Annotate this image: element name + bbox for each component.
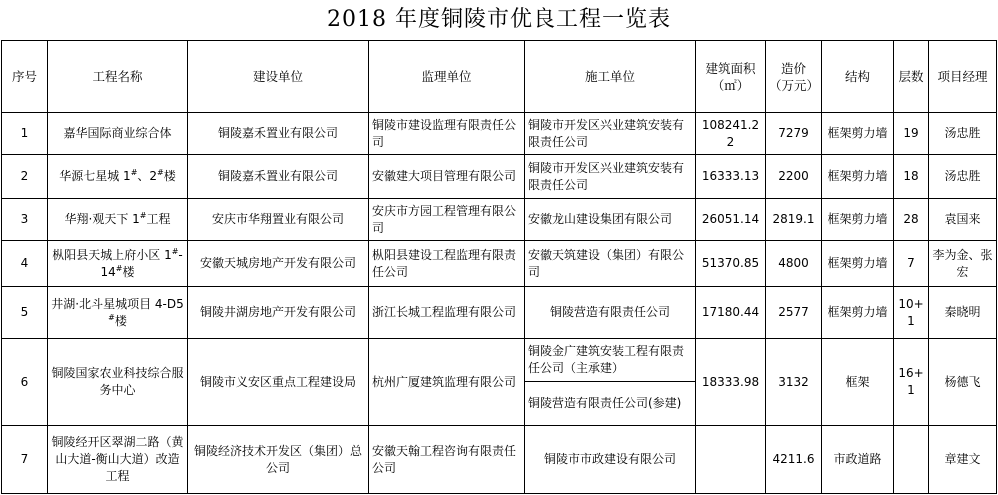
cell-no: 1 <box>2 113 48 155</box>
table-row <box>2 426 997 494</box>
cell-builder: 安徽天城房地产开发有限公司 <box>188 241 369 287</box>
cell-name: 华翔·观天下 1#工程 <box>48 199 188 241</box>
cell-builder: 铜陵嘉禾置业有限公司 <box>188 155 369 199</box>
cell-supervisor: 安徽天翰工程咨询有限责任公司 <box>369 426 525 494</box>
cell-name: 华源七星城 1#、2#楼 <box>48 155 188 199</box>
header-contractor: 施工单位 <box>525 41 696 113</box>
cell-area <box>696 426 766 494</box>
cell-manager: 秦晓明 <box>929 287 997 339</box>
table-row <box>2 287 997 339</box>
cell-builder: 安庆市华翔置业有限公司 <box>188 199 369 241</box>
cell-area: 16333.13 <box>696 155 766 199</box>
cell-supervisor: 枞阳县建设工程监理有限责任公司 <box>369 241 525 287</box>
table-row <box>2 241 997 287</box>
cell-floors: 7 <box>894 241 929 287</box>
cell-structure: 框架剪力墙 <box>822 155 894 199</box>
cell-name: 井湖·北斗星城项目 4-D5#楼 <box>48 287 188 339</box>
cell-cost: 4211.6 <box>766 426 822 494</box>
cell-no: 2 <box>2 155 48 199</box>
cell-cost: 2200 <box>766 155 822 199</box>
table-row <box>2 113 997 155</box>
header-floors: 层数 <box>894 41 929 113</box>
cell-structure: 市政道路 <box>822 426 894 494</box>
cell-cost: 4800 <box>766 241 822 287</box>
cell-area: 17180.44 <box>696 287 766 339</box>
header-area: 建筑面积（㎡） <box>696 41 766 113</box>
cell-no: 5 <box>2 287 48 339</box>
page-title: 2018 年度铜陵市优良工程一览表 <box>327 7 671 32</box>
cell-no: 3 <box>2 199 48 241</box>
cell-contractor: 铜陵营造有限责任公司 <box>525 287 696 339</box>
cell-manager: 汤忠胜 <box>929 113 997 155</box>
cell-structure: 框架剪力墙 <box>822 241 894 287</box>
cell-no: 4 <box>2 241 48 287</box>
cell-structure: 框架 <box>822 339 894 426</box>
table-row <box>2 155 997 199</box>
header-manager: 项目经理 <box>929 41 997 113</box>
cell-contractor: 安徽天筑建设（集团）有限公司 <box>525 241 696 287</box>
cell-name: 铜陵国家农业科技综合服务中心 <box>48 339 188 426</box>
cell-builder: 铜陵井湖房地产开发有限公司 <box>188 287 369 339</box>
cell-contractor: 铜陵市开发区兴业建筑安装有限责任公司 <box>525 155 696 199</box>
cell-contractor: 铜陵市市政建设有限公司 <box>525 426 696 494</box>
cell-manager: 袁国来 <box>929 199 997 241</box>
cell-name: 铜陵经开区翠湖二路（黄山大道-衡山大道）改造工程 <box>48 426 188 494</box>
cell-contractor: 铜陵市开发区兴业建筑安装有限责任公司 <box>525 113 696 155</box>
cell-floors: 28 <box>894 199 929 241</box>
cell-structure: 框架剪力墙 <box>822 199 894 241</box>
cell-floors: 19 <box>894 113 929 155</box>
cell-supervisor: 安庆市方园工程管理有限公司 <box>369 199 525 241</box>
cell-builder: 铜陵市义安区重点工程建设局 <box>188 339 369 426</box>
header-name: 工程名称 <box>48 41 188 113</box>
cell-builder: 铜陵经济技术开发区（集团）总公司 <box>188 426 369 494</box>
cell-supervisor: 浙江长城工程监理有限公司 <box>369 287 525 339</box>
cell-cost: 3132 <box>766 339 822 426</box>
cell-manager: 汤忠胜 <box>929 155 997 199</box>
cell-manager: 章建文 <box>929 426 997 494</box>
cell-cost: 2819.1 <box>766 199 822 241</box>
cell-floors: 18 <box>894 155 929 199</box>
cell-supervisor: 安徽建大项目管理有限公司 <box>369 155 525 199</box>
cell-area: 26051.14 <box>696 199 766 241</box>
header-row <box>2 41 997 113</box>
cell-supervisor: 铜陵市建设监理有限责任公司 <box>369 113 525 155</box>
cell-structure: 框架剪力墙 <box>822 287 894 339</box>
cell-manager: 杨德飞 <box>929 339 997 426</box>
projects-table <box>1 40 997 494</box>
cell-contractor: 安徽龙山建设集团有限公司 <box>525 199 696 241</box>
cell-manager: 李为金、张宏 <box>929 241 997 287</box>
header-no: 序号 <box>2 41 48 113</box>
table-row <box>2 339 997 382</box>
cell-floors: 16+1 <box>894 339 929 426</box>
table-row <box>2 199 997 241</box>
cell-cost: 7279 <box>766 113 822 155</box>
cell-floors: 10+1 <box>894 287 929 339</box>
cell-builder: 铜陵嘉禾置业有限公司 <box>188 113 369 155</box>
cell-contractor-partner: 铜陵营造有限责任公司(参建) <box>525 382 696 426</box>
header-cost: 造价（万元） <box>766 41 822 113</box>
header-structure: 结构 <box>822 41 894 113</box>
cell-no: 6 <box>2 339 48 426</box>
header-builder: 建设单位 <box>188 41 369 113</box>
cell-no: 7 <box>2 426 48 494</box>
cell-cost: 2577 <box>766 287 822 339</box>
cell-structure: 框架剪力墙 <box>822 113 894 155</box>
cell-supervisor: 杭州广厦建筑监理有限公司 <box>369 339 525 426</box>
cell-contractor-main: 铜陵金广建筑安装工程有限责任公司（主承建） <box>525 339 696 382</box>
cell-area: 108241.22 <box>696 113 766 155</box>
cell-floors <box>894 426 929 494</box>
cell-name: 枞阳县天城上府小区 1#-14#楼 <box>48 241 188 287</box>
cell-area: 51370.85 <box>696 241 766 287</box>
header-supervisor: 监理单位 <box>369 41 525 113</box>
cell-name: 嘉华国际商业综合体 <box>48 113 188 155</box>
cell-area: 18333.98 <box>696 339 766 426</box>
